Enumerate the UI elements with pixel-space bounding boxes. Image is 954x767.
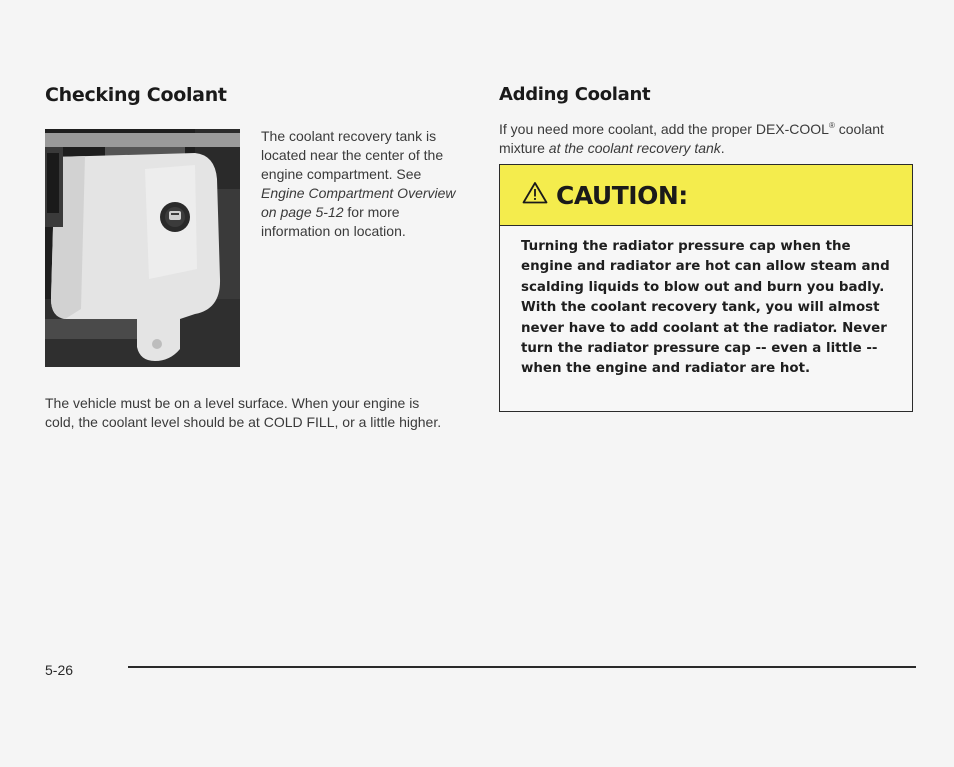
page-number: 5-26 [45, 662, 74, 678]
caution-box [499, 164, 913, 412]
intro-text-2: for more information on location. [261, 204, 406, 239]
engine-compartment-reference[interactable]: Engine Compartment Overview on page 5-12 [261, 185, 456, 220]
intro-text-1: The coolant recovery tank is located near the center of the engine compartment. See [261, 128, 444, 182]
coolant-tank-location-text [261, 127, 461, 241]
caution-header [500, 165, 912, 226]
coolant-tank-photo [45, 129, 240, 367]
adding-text-2: coolant mixture [499, 121, 884, 156]
caution-title: CAUTION: [556, 180, 688, 210]
adding-text-italic: at the coolant recovery tank [548, 140, 721, 156]
adding-coolant-text [499, 116, 919, 158]
coolant-level-text: The vehicle must be on a level surface. When your engine is cold, the coolant level should be at COLD FILL, or a little higher. [45, 395, 442, 430]
warning-triangle-icon [522, 181, 548, 209]
adding-text-3: . [720, 140, 725, 156]
adding-coolant-heading: Adding Coolant [499, 84, 651, 105]
footer-divider [128, 666, 916, 668]
adding-text-1: If you need more coolant, add the proper DEX-COOL [499, 121, 829, 137]
caution-body-text: Turning the radiator pressure cap when the engine and radiator are hot can allow steam and scalding liquids to blow out and burn you badly. With the coolant recovery tank, you will almost never have to add coolant at the radiator. Never turn the radiator pressure cap -- even a little -- when the engine and radiator are hot. [521, 239, 890, 377]
checking-coolant-heading: Checking Coolant [45, 84, 227, 106]
registered-mark: ® [828, 121, 835, 130]
